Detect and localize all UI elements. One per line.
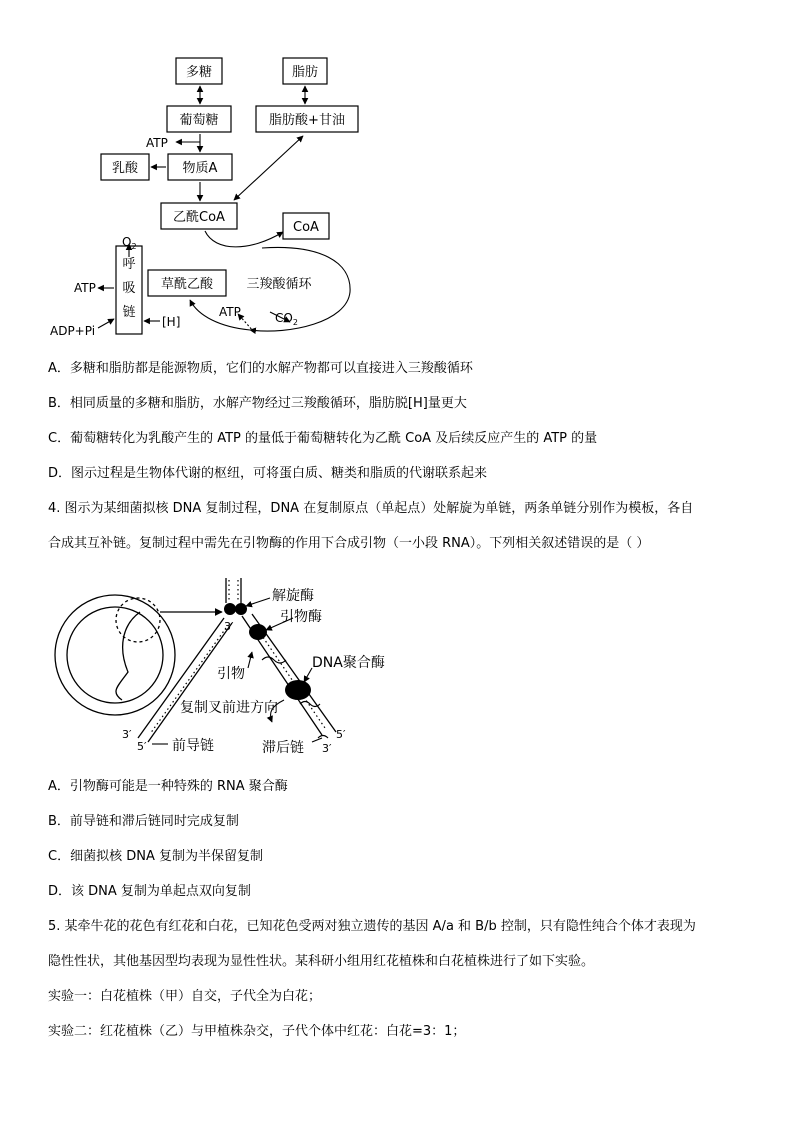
h-label: [H] xyxy=(162,315,181,329)
q4-option-b: B．前导链和滞后链同时完成复制 xyxy=(48,814,239,829)
resp-chain-char-1: 呼 xyxy=(122,257,136,272)
end-5-right: 5′ xyxy=(336,728,346,741)
tca-cycle-label: 三羧酸循环 xyxy=(246,277,312,292)
atp-left-label: ATP xyxy=(74,281,96,295)
chromosome-outer xyxy=(55,595,175,715)
q5-stem-line1: 5. 某牵牛花的花色有红花和白花，已知花色受两对独立遗传的基因 A/a 和 B/b 控制，只有隐性纯合个体才表现为 xyxy=(48,919,696,934)
oxygen-label: $O_2$ xyxy=(122,235,137,251)
q3-option-a: A．多糖和脂肪都是能源物质，它们的水解产物都可以直接进入三羧酸循环 xyxy=(48,361,473,376)
oxaloacetate-label: 草酰乙酸 xyxy=(160,277,214,292)
lactic-acid-label: 乳酸 xyxy=(111,161,139,176)
helicase-left xyxy=(224,603,236,615)
metabolism-diagram xyxy=(0,0,794,360)
primase-blob xyxy=(249,624,267,640)
end-3-top: 3′ xyxy=(224,620,234,633)
leading-strand-label: 前导链 xyxy=(172,738,214,754)
q4-option-c: C．细菌拟核 DNA 复制为半保留复制 xyxy=(48,849,263,864)
dna-polymerase-blob xyxy=(285,680,311,700)
primase-label: 引物酶 xyxy=(280,609,322,625)
helicase-right xyxy=(235,603,247,615)
resp-chain-char-2: 吸 xyxy=(122,281,136,296)
lagging-strand-label: 滞后链 xyxy=(262,740,304,756)
glucose-label: 葡萄糖 xyxy=(179,113,219,128)
coa-label: CoA xyxy=(293,220,319,235)
q5-stem-line2: 隐性性状，其他基因型均表现为显性性状。某科研小组用红花植株和白花植株进行了如下实验。 xyxy=(48,954,595,969)
fatty-acid-label: 脂肪酸+甘油 xyxy=(269,113,345,128)
polysaccharide-label: 多糖 xyxy=(185,65,213,80)
acetyl-coa-label: 乙酰CoA xyxy=(173,210,225,225)
resp-chain-char-3: 链 xyxy=(122,305,136,320)
dna-polymerase-label: DNA聚合酶 xyxy=(312,655,385,671)
q4-stem-line1: 4. 图示为某细菌拟核 DNA 复制过程，DNA 在复制原点（单起点）处解旋为单链，两条单链分别作为模板，各自 xyxy=(48,501,694,516)
q3-option-b: B．相同质量的多糖和脂肪，水解产物经过三羧酸循环，脂肪脱[H]量更大 xyxy=(48,396,467,411)
fork-direction-label: 复制叉前进方向 xyxy=(180,700,278,716)
origin-circle xyxy=(116,598,160,642)
co2-label: $CO_2$ xyxy=(275,311,298,327)
end-5-left: 5′ xyxy=(137,740,147,753)
chromosome-inner xyxy=(67,607,163,703)
q5-experiment-2: 实验二：红花植株（乙）与甲植株杂交，子代个体中红花：白花=3：1； xyxy=(48,1024,466,1039)
adp-pi-label: ADP+Pi xyxy=(50,324,96,338)
atp-top-label: ATP xyxy=(146,136,168,150)
end-3-left: 3′ xyxy=(122,728,132,741)
q3-option-c: C．葡萄糖转化为乳酸产生的 ATP 的量低于葡萄糖转化为乙酰 CoA 及后续反应产生的 ATP 的量 xyxy=(48,431,598,446)
substance-a-label: 物质A xyxy=(182,161,218,176)
q4-option-d: D．该 DNA 复制为单起点双向复制 xyxy=(48,884,251,899)
end-3-right: 3′ xyxy=(322,742,332,755)
q5-experiment-1: 实验一：白花植株（甲）自交，子代全为白花； xyxy=(48,989,322,1004)
primer-label: 引物 xyxy=(217,666,245,682)
fat-label: 脂肪 xyxy=(291,65,319,80)
q4-option-a: A．引物酶可能是一种特殊的 RNA 聚合酶 xyxy=(48,779,288,794)
helicase-label: 解旋酶 xyxy=(272,588,314,604)
q4-stem-line2: 合成其互补链。复制过程中需先在引物酶的作用下合成引物（一小段 RNA）。下列相关叙述错误的是（ ） xyxy=(48,536,650,551)
atp-cycle-label: ATP xyxy=(219,305,241,319)
dna-replication-diagram xyxy=(0,570,794,765)
q3-option-d: D．图示过程是生物体代谢的枢纽，可将蛋白质、糖类和脂质的代谢联系起来 xyxy=(48,466,488,481)
